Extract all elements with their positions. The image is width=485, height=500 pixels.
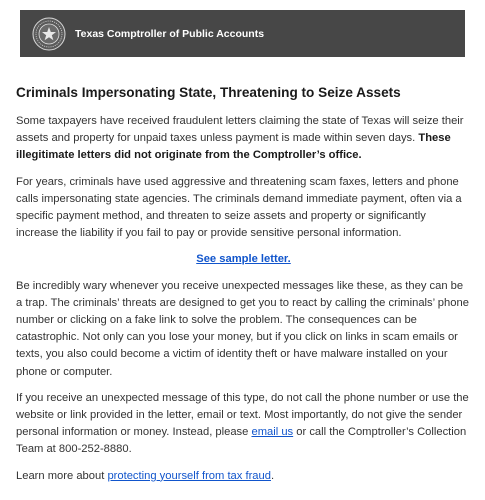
sample-link-row [16, 251, 471, 268]
tax-fraud-link[interactable]: protecting yourself from tax fraud [107, 469, 271, 482]
texas-state-seal-icon [32, 17, 66, 51]
email-us-link[interactable]: email us [251, 426, 294, 439]
learn-more-text: Learn more about [16, 469, 108, 482]
advice-text-after: or call the Comptroller’s Collection Team at 800-252-8880. [16, 426, 467, 456]
learn-more-period: . [270, 469, 275, 482]
paragraph-warning: Be incredibly wary whenever you receive unexpected messages like these, as they can be a trap. The criminals’ threats are designed to get you to react by calling the criminals’ phone number or clicking on a fake link to solve the problem. The consequences can be catastrophic. Not only can you lose your money, but if you click on links in scam emails or texts, you also could become a victim of identity theft or have malware installed on your phone or computer. [16, 279, 469, 378]
banner-title: Texas Comptroller of Public Accounts [75, 27, 265, 40]
paragraph-history: For years, criminals have used aggressive and threatening scam faxes, letters and phone calls impersonating state agencies. The criminals demand immediate payment, often via a specific payment method, and threaten to seize assets and property or significantly increase the liability if you fail to pay or provide sensitive personal information. [16, 175, 462, 240]
paragraph-learn-more [16, 468, 471, 485]
intro-bold-text: These illegitimate letters did not originate from the Comptroller’s office. [16, 132, 451, 162]
sample-letter-link[interactable]: See sample letter. [196, 253, 291, 266]
paragraph-advice [16, 390, 471, 459]
intro-text: Some taxpayers have received fraudulent letters claiming the state of Texas will seize their assets and property for unpaid taxes unless payment is made within seven days. [16, 115, 464, 145]
header-banner [20, 10, 465, 57]
article [16, 84, 471, 494]
advice-text-before: If you receive an unexpected message of this type, do not call the phone number or use the website or link provided in the letter, email or text. Most importantly, do not give the sender personal information or money. Instead, please [16, 391, 469, 439]
article-heading: Criminals Impersonating State, Threatening to Seize Assets [16, 85, 401, 100]
paragraph-intro [16, 113, 471, 165]
